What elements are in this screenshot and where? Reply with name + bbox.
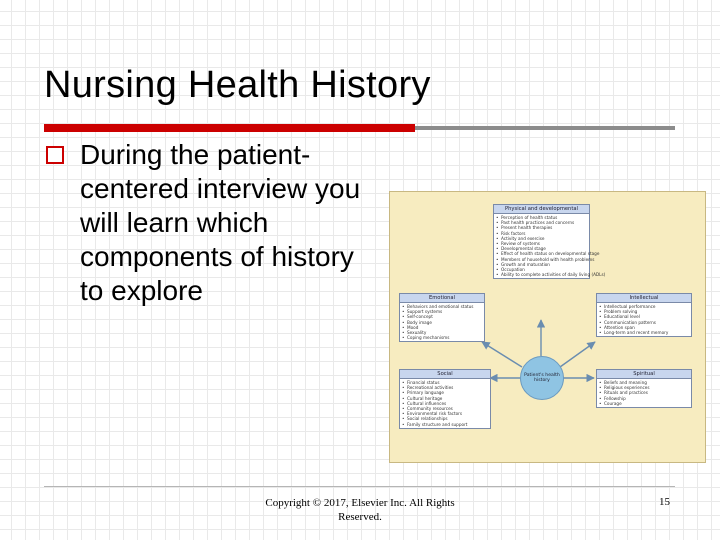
list-item: • Intellectual performance — [604, 304, 689, 309]
list-item: • Fellowship — [604, 396, 689, 401]
list-item: • Ability to complete activities of daily living (ADLs) — [501, 272, 587, 277]
list-item: • Long-term and recent memory — [604, 330, 689, 335]
list-item: • Communication patterns — [604, 320, 689, 325]
physical-developmental-box — [493, 204, 606, 279]
list-item: • Primary language — [407, 390, 488, 395]
social-box — [399, 369, 491, 429]
list-item: • Sexuality — [407, 330, 482, 335]
patient-health-history-hub: Patient's health history — [520, 356, 564, 400]
list-item: • Occupation — [501, 267, 587, 272]
list-item: • Past health practices and concerns — [501, 220, 587, 225]
copyright-footer: Copyright © 2017, Elsevier Inc. All Rights Reserved. — [265, 497, 455, 523]
emotional-heading: Emotional — [400, 294, 484, 303]
intellectual-heading: Intellectual — [597, 294, 691, 303]
list-item: • Growth and maturation — [501, 262, 587, 267]
list-item: • Social relationships — [407, 416, 488, 421]
list-item: • Behaviors and emotional status — [407, 304, 482, 309]
list-item: • Community resources — [407, 406, 488, 411]
list-item: • Problem solving — [604, 309, 689, 314]
spiritual-heading: Spiritual — [597, 370, 691, 379]
list-item: • Members of household with health problems — [501, 257, 587, 262]
list-item: • Cultural influences — [407, 401, 488, 406]
emotional-box — [399, 293, 485, 342]
spiritual-box — [596, 369, 692, 408]
title-underline-rule — [415, 126, 675, 130]
list-item: • Coping mechanisms — [407, 335, 482, 340]
list-item: • Perception of health status — [501, 215, 587, 220]
list-item: • Recreational activities — [407, 385, 488, 390]
list-item: • Activity and exercise — [501, 236, 587, 241]
intellectual-box — [596, 293, 692, 337]
list-item: • Developmental stage — [501, 246, 587, 251]
footer-divider — [44, 486, 675, 487]
list-item: • Rituals and practices — [604, 390, 689, 395]
social-heading: Social — [400, 370, 490, 379]
list-item: • Present health therapies — [501, 225, 587, 230]
list-item: • Effect of health status on developmental stage — [501, 251, 587, 256]
arrow-to-intellectual — [560, 342, 595, 367]
bullet-text: During the patient-centered interview you will learn which components of history to explore — [80, 139, 361, 306]
list-item: • Beliefs and meaning — [604, 380, 689, 385]
list-item: • Cultural heritage — [407, 396, 488, 401]
list-item: • Review of systems — [501, 241, 587, 246]
slide-title: Nursing Health History — [44, 64, 431, 106]
list-item: • Mood — [407, 325, 482, 330]
list-item: • Body image — [407, 320, 482, 325]
list-item: • Educational level — [604, 314, 689, 319]
list-item: • Self-concept — [407, 314, 482, 319]
list-item: • Environmental risk factors — [407, 411, 488, 416]
title-underline-accent — [44, 124, 415, 132]
bullet-square-icon — [46, 146, 64, 164]
list-item: • Attention span — [604, 325, 689, 330]
list-item: • Religious experiences — [604, 385, 689, 390]
list-item: • Courage — [604, 401, 689, 406]
list-item: • Support systems — [407, 309, 482, 314]
list-item: • Risk factors — [501, 231, 587, 236]
health-history-diagram — [389, 191, 706, 463]
list-item: • Financial status — [407, 380, 488, 385]
arrow-to-emotional — [482, 342, 522, 367]
physical-developmental-heading: Physical and developmental — [494, 205, 589, 214]
list-item: • Family structure and support — [407, 422, 488, 427]
page-number: 15 — [659, 496, 670, 508]
